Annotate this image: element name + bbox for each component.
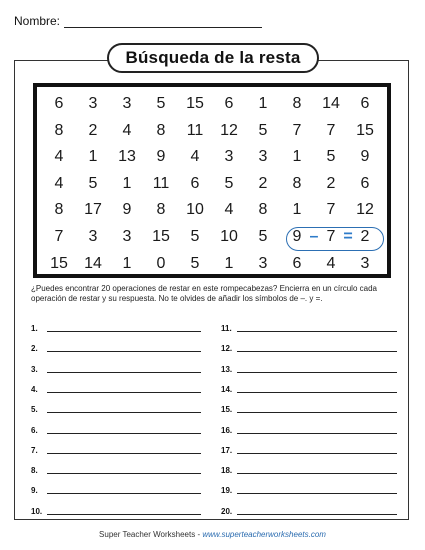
grid-cell[interactable]: 5 [156, 95, 166, 112]
grid-cell[interactable]: 1 [292, 148, 302, 166]
name-row [14, 14, 262, 28]
answer-line[interactable] [237, 473, 397, 474]
grid-cell[interactable]: 5 [258, 121, 268, 139]
answer-item [221, 380, 397, 394]
answer-line[interactable] [237, 412, 397, 413]
grid-cell[interactable]: 4 [54, 148, 64, 166]
answer-line[interactable] [237, 392, 397, 393]
answer-item [31, 502, 201, 516]
grid-cell[interactable]: 2 [258, 174, 268, 192]
footer-brand: Super Teacher Worksheets [99, 530, 196, 539]
answer-line[interactable] [47, 493, 201, 494]
answer-item [31, 400, 201, 414]
grid-cell[interactable]: 6 [292, 254, 302, 272]
answer-number: 4. [31, 384, 38, 394]
answer-item [31, 360, 201, 374]
grid-cell[interactable]: 9 [360, 148, 370, 166]
grid-cell[interactable]: 11 [186, 121, 204, 139]
grid-cell[interactable]: 10 [186, 201, 204, 219]
grid-cell[interactable]: 5 [190, 228, 200, 245]
page-title: Búsqueda de la resta [107, 43, 319, 73]
grid-cell[interactable]: 3 [88, 228, 98, 245]
answer-line[interactable] [47, 453, 201, 454]
grid-row [37, 197, 387, 223]
answer-item [221, 319, 397, 333]
answer-line[interactable] [237, 493, 397, 494]
grid-cell[interactable]: 2 [88, 121, 98, 139]
answer-item [31, 339, 201, 353]
grid-cell[interactable]: 6 [54, 95, 64, 112]
grid-cell[interactable]: 4 [54, 174, 64, 192]
answer-item [31, 461, 201, 475]
grid-cell[interactable]: 13 [118, 148, 136, 166]
answer-item [31, 441, 201, 455]
grid-cell[interactable]: 0 [156, 254, 166, 272]
footer-separator: - [195, 530, 203, 539]
grid-cell[interactable]: 8 [54, 121, 64, 139]
answer-item [221, 421, 397, 435]
grid-cell[interactable]: 15 [186, 95, 204, 112]
grid-cell[interactable]: 4 [224, 201, 234, 219]
instructions: ¿Puedes encontrar 20 operaciones de restar en este rompecabezas? Encierra en un círculo cada operación de restar y su respuesta. No te olvides de añadir los símbolos de –. y =. [31, 284, 377, 303]
answer-number: 14. [221, 384, 233, 394]
grid-cell[interactable]: 14 [322, 95, 340, 112]
answer-line[interactable] [237, 372, 397, 373]
grid-cell[interactable]: 6 [190, 174, 200, 192]
answer-number: 18. [221, 466, 233, 476]
answer-line[interactable] [47, 392, 201, 393]
minus-sign: – [309, 228, 319, 245]
answer-number: 2. [31, 344, 38, 354]
answer-item [31, 481, 201, 495]
grid-cell[interactable]: 3 [258, 148, 268, 166]
answer-line[interactable] [47, 473, 201, 474]
answer-number: 13. [221, 364, 233, 374]
answer-number: 3. [31, 364, 38, 374]
grid-cell[interactable]: 3 [122, 95, 132, 112]
answer-line[interactable] [47, 514, 201, 515]
grid-cell[interactable]: 3 [122, 228, 132, 245]
answer-line[interactable] [47, 351, 201, 352]
answer-item [31, 380, 201, 394]
answer-item [221, 502, 397, 516]
footer-url[interactable]: www.superteacherworksheets.com [202, 530, 326, 539]
grid-cell[interactable]: 1 [122, 174, 132, 192]
grid-cell[interactable]: 17 [84, 201, 102, 219]
grid-cell[interactable]: 5 [258, 228, 268, 245]
grid-cell[interactable]: 15 [50, 254, 68, 272]
answer-item [221, 339, 397, 353]
grid-cell[interactable]: 10 [220, 228, 238, 245]
grid-cell[interactable]: 14 [84, 254, 102, 272]
grid-cell[interactable]: 4 [326, 254, 336, 272]
grid-cell[interactable]: 1 [258, 95, 268, 112]
grid-cell[interactable]: 7 [292, 121, 302, 139]
grid-cell[interactable]: 5 [190, 254, 200, 272]
answer-number: 16. [221, 425, 233, 435]
grid-cell[interactable]: 8 [156, 121, 166, 139]
answer-number: 1. [31, 324, 38, 333]
grid-row [37, 171, 387, 197]
answer-number: 17. [221, 445, 233, 455]
answer-number: 5. [31, 405, 38, 415]
grid-cell[interactable]: 2 [326, 174, 336, 192]
grid-cell[interactable]: 12 [356, 201, 374, 219]
grid-row [37, 144, 387, 170]
answer-number: 7. [31, 445, 38, 455]
answer-line[interactable] [47, 433, 201, 434]
answer-number: 11. [221, 324, 232, 333]
answer-line[interactable] [237, 433, 397, 434]
answer-item [31, 421, 201, 435]
grid-cell[interactable]: 8 [292, 174, 302, 192]
grid-cell[interactable]: 7 [326, 121, 336, 139]
equals-sign: = [343, 228, 353, 245]
answer-number: 6. [31, 425, 38, 435]
number-grid [33, 83, 391, 278]
answer-line[interactable] [237, 453, 397, 454]
answer-number: 12. [221, 344, 233, 354]
grid-cell[interactable]: 5 [88, 174, 98, 192]
grid-cell[interactable]: 6 [224, 95, 234, 112]
grid-cell[interactable]: 8 [156, 201, 166, 219]
grid-cell[interactable]: 8 [292, 95, 302, 112]
answer-line[interactable] [237, 514, 397, 515]
grid-cell[interactable]: 15 [356, 121, 374, 139]
grid-cell[interactable]: 6 [360, 95, 370, 112]
grid-cell[interactable]: 11 [152, 174, 170, 192]
grid-cell[interactable]: 3 [224, 148, 234, 166]
grid-row [37, 118, 387, 144]
grid-cell[interactable]: 7 [54, 228, 64, 245]
answer-item [221, 360, 397, 374]
example-circle [286, 227, 384, 251]
answer-line[interactable] [237, 331, 397, 332]
answer-number: 9. [31, 486, 38, 496]
answer-line[interactable] [47, 372, 201, 373]
answer-item [221, 461, 397, 475]
answer-number: 19. [221, 486, 233, 496]
grid-row [37, 91, 387, 117]
grid-cell[interactable]: 8 [54, 201, 64, 219]
grid-cell[interactable]: 5 [326, 148, 336, 166]
grid-cell[interactable]: 3 [88, 95, 98, 112]
grid-cell[interactable]: 4 [122, 121, 132, 139]
answer-line[interactable] [47, 331, 201, 332]
answer-item [31, 319, 201, 333]
answer-item [221, 400, 397, 414]
grid-cell[interactable]: 7 [326, 201, 336, 219]
name-line[interactable] [64, 15, 262, 28]
grid-cell[interactable]: 7 [326, 228, 336, 245]
grid-cell[interactable]: 9 [122, 201, 132, 219]
grid-cell[interactable]: 5 [224, 174, 234, 192]
grid-cell[interactable]: 3 [258, 254, 268, 272]
name-label: Nombre: [14, 14, 61, 28]
answer-item [221, 481, 397, 495]
answer-item [221, 441, 397, 455]
grid-cell[interactable]: 4 [190, 148, 200, 166]
answer-number: 10. [31, 506, 43, 516]
grid-cell[interactable]: 1 [122, 254, 132, 272]
grid-cell[interactable]: 1 [292, 201, 302, 219]
grid-cell[interactable]: 3 [360, 254, 370, 272]
grid-cell[interactable]: 15 [152, 228, 170, 245]
grid-cell[interactable]: 2 [360, 228, 370, 245]
grid-cell[interactable]: 1 [224, 254, 234, 272]
grid-row [37, 251, 387, 277]
grid-cell[interactable]: 12 [220, 121, 238, 139]
grid-cell[interactable]: 8 [258, 201, 268, 219]
answer-number: 20. [221, 506, 233, 516]
answer-line[interactable] [47, 412, 201, 413]
grid-cell[interactable]: 9 [292, 228, 302, 245]
grid-cell[interactable]: 9 [156, 148, 166, 166]
grid-cell[interactable]: 1 [88, 148, 98, 166]
grid-cell[interactable]: 6 [360, 174, 370, 192]
answer-number: 8. [31, 466, 38, 476]
answer-line[interactable] [237, 351, 397, 352]
answer-number: 15. [221, 405, 233, 415]
footer [0, 530, 425, 539]
